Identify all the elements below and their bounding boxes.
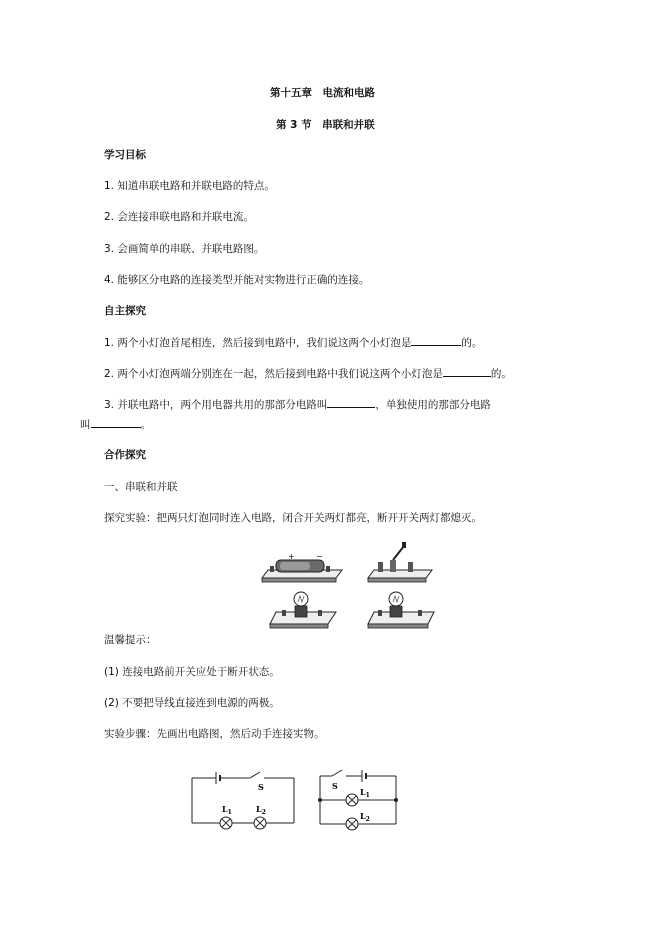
question-3-end: 。 — [140, 419, 151, 431]
battery-minus-label: − — [316, 552, 323, 561]
answer-blank[interactable] — [411, 335, 461, 346]
goals-heading: 学习目标 — [104, 149, 146, 161]
lamp-label: $L_2$ — [256, 804, 266, 816]
question-1-text: 1. 两个小灯泡首尾相连，然后接到电路中，我们说这两个小灯泡是 — [104, 337, 412, 349]
switch-board-image — [368, 542, 432, 582]
chapter-title: 第十五章 电流和电路 — [270, 87, 375, 99]
question-2-text: 2. 两个小灯泡两端分别连在一起，然后接到电路中我们说这两个小灯泡是 — [104, 368, 443, 380]
switch-label: S — [332, 781, 338, 791]
battery-board-image — [262, 552, 342, 582]
experiment-text: 探究实验：把两只灯泡同时连入电路，闭合开关两灯都亮，断开开关两灯都熄灭。 — [104, 512, 482, 524]
self-explore-heading: 自主探究 — [104, 305, 146, 317]
switch-blade — [250, 772, 260, 778]
answer-blank[interactable] — [91, 417, 141, 428]
goal-item: 3. 会画简单的串联、并联电路图。 — [104, 243, 265, 255]
tip-1: (1) 连接电路前开关应处于断开状态。 — [104, 666, 280, 678]
question-3-line-1 — [104, 397, 491, 412]
question-3-line-2 — [80, 417, 151, 432]
battery-plus-label: + — [288, 552, 295, 561]
parallel-circuit-diagram — [318, 768, 400, 832]
switch-blade — [332, 770, 342, 776]
lamp-label: $L_1$ — [360, 787, 370, 799]
answer-blank[interactable] — [443, 366, 491, 377]
question-3-text: 3. 并联电路中，两个用电器共用的那部分电路叫 — [104, 399, 328, 411]
question-2 — [104, 366, 512, 381]
tips-heading: 温馨提示： — [104, 634, 157, 646]
series-circuit-diagram — [190, 770, 300, 830]
steps-text: 实验步骤：先画出电路图，然后动手连接实物。 — [104, 728, 325, 740]
lamp-label: $L_1$ — [222, 804, 232, 816]
goal-item: 4. 能够区分电路的连接类型并能对实物进行正确的连接。 — [104, 274, 370, 286]
goal-item: 2. 会连接串联电路和并联电流。 — [104, 211, 254, 223]
coop-heading: 合作探究 — [104, 449, 146, 461]
tip-2: (2) 不要把导线直接连到电源的两极。 — [104, 697, 280, 709]
goal-item: 1. 知道串联电路和并联电路的特点。 — [104, 180, 275, 192]
question-3-text-3: 叫 — [80, 419, 91, 431]
bulb-board-image-2 — [368, 592, 434, 628]
switch-label: S — [258, 782, 264, 792]
bulb-board-image-1 — [270, 592, 336, 628]
question-2-end: 的。 — [490, 368, 512, 380]
lamp-label: $L_2$ — [360, 811, 370, 823]
question-3-text-2: ，单独使用的那部分电路 — [375, 399, 491, 411]
question-1-end: 的。 — [461, 337, 483, 349]
section-title: 第 3 节 串联和并联 — [276, 119, 375, 131]
apparatus-illustration — [262, 540, 442, 640]
answer-blank[interactable] — [327, 397, 375, 408]
question-1 — [104, 335, 482, 350]
coop-subheading: 一、串联和并联 — [104, 481, 178, 493]
